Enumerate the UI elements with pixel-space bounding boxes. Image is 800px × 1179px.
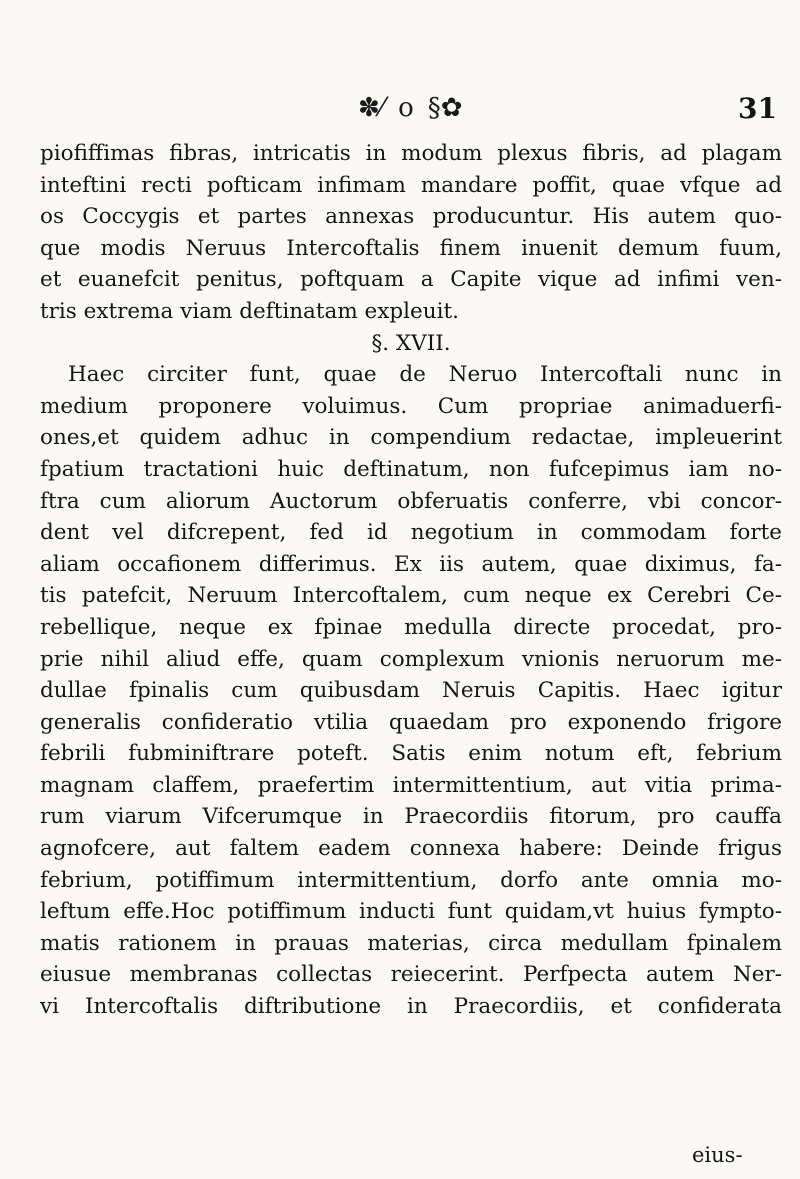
text-line: aliam occafionem differimus. Ex iis autem, quae diximus, fa-	[40, 551, 782, 577]
text-line: tis patefcit, Neruum Intercoftalem, cum neque ex Cerebri Ce-	[40, 583, 782, 609]
text-line: fpatium tractationi huic deftinatum, non fufcepimus iam no-	[40, 456, 782, 482]
text-line: magnam claffem, praefertim intermittentium, aut vitia prima-	[40, 772, 782, 798]
text-line: rebellique, neque ex fpinae medulla directe procedat, pro-	[40, 614, 782, 640]
text-line: piofiffimas fibras, intricatis in modum plexus fibris, ad plagam	[40, 141, 782, 166]
text-line: prie nihil aliud effe, quam complexum vnionis neruorum me-	[40, 646, 782, 672]
text-line: febrium, potiffimum intermittentium, dorfo ante omnia mo-	[40, 867, 782, 893]
text-line: generalis confideratio vtilia quaedam pro exponendo frigore	[40, 709, 782, 735]
text-line: Haec circiter funt, quae de Neruo Intercoftali nunc in	[68, 362, 782, 388]
printer-ornament-left: ✽⁄	[358, 93, 385, 123]
text-line: medium proponere voluimus. Cum propriae animaduerfi-	[40, 393, 782, 419]
text-line: leftum effe.Hoc potiffimum inducti funt quidam,vt huius fympto-	[40, 899, 782, 925]
text-line: os Coccygis et partes annexas producuntur. His autem quo-	[40, 204, 782, 230]
text-line: dullae fpinalis cum quibusdam Neruis Capitis. Haec igitur	[40, 678, 782, 704]
body-text	[40, 138, 782, 1023]
text-line: inteftini recti pofticam infimam mandare poffit, quae vfque ad	[40, 172, 782, 198]
text-line: ones,et quidem adhuc in compendium redactae, impleuerint	[40, 425, 782, 451]
section-heading: §. XVII.	[371, 330, 451, 356]
text-line: eiusue membranas collectas reiecerint. Perfpecta autem Ner-	[40, 962, 782, 988]
text-line: rum viarum Vifcerumque in Praecordiis fitorum, pro cauffa	[40, 804, 782, 830]
page-header	[0, 88, 800, 128]
text-line: febrili fubminiftrare poteft. Satis enim notum eft, febrium	[40, 741, 782, 767]
text-line: tris extrema viam deftinatam expleuit.	[40, 298, 459, 324]
printer-ornament-right: §✿	[427, 93, 463, 123]
text-line: vi Intercoftalis diftributione in Praecordiis, et confiderata	[40, 994, 782, 1020]
text-line: ftra cum aliorum Auctorum obferuatis conferre, vbi concor-	[40, 488, 782, 514]
text-line: et euanefcit penitus, poftquam a Capite vique ad infimi ven-	[40, 267, 782, 293]
header-ornaments	[358, 88, 463, 128]
text-line: dent vel difcrepent, fed id negotium in commodam forte	[40, 520, 782, 546]
page-number: 31	[738, 92, 777, 125]
text-line: matis rationem in prauas materias, circa medullam fpinalem	[40, 930, 782, 956]
catchword: eius-	[692, 1143, 743, 1167]
printer-ornament-center: o	[398, 93, 414, 123]
text-line: agnofcere, aut faltem eadem connexa habere: Deinde frigus	[40, 836, 782, 862]
text-line: que modis Neruus Intercoftalis finem inuenit demum fuum,	[40, 235, 782, 261]
